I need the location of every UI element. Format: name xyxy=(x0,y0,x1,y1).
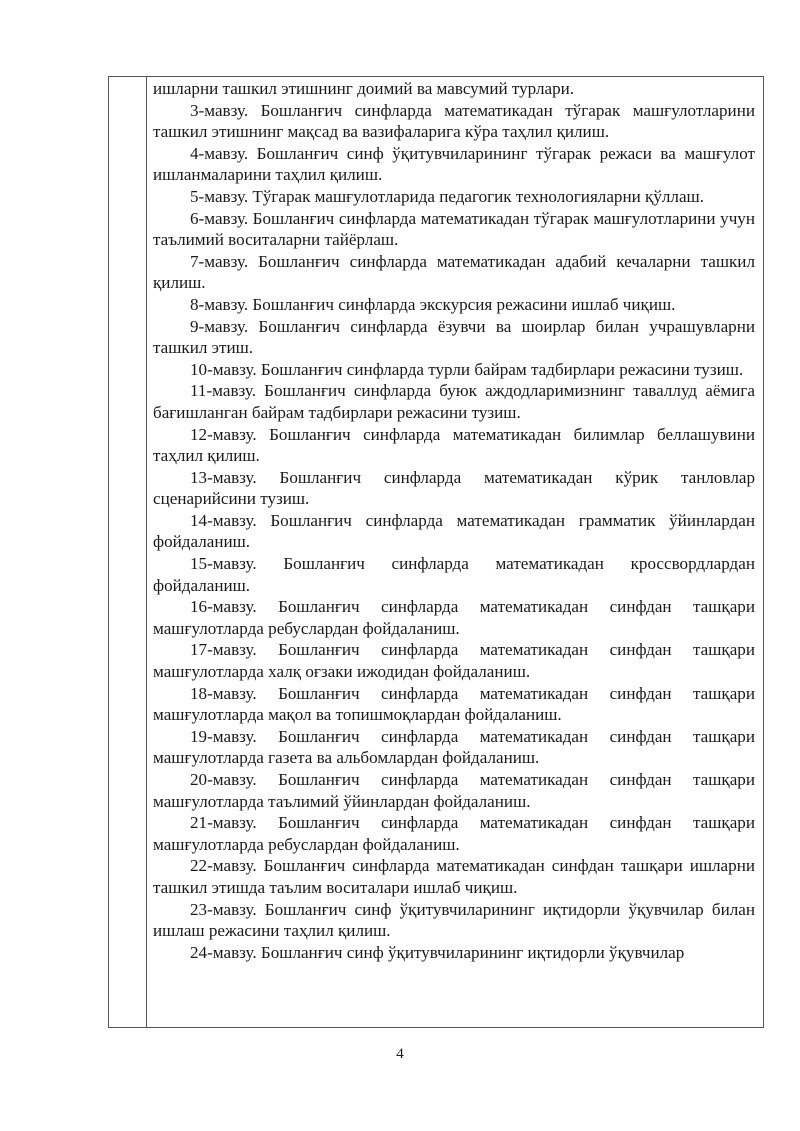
topic-paragraph: 7-мавзу. Бошланғич синфларда математикадан адабий кечаларни ташкил қилиш. xyxy=(153,251,755,293)
topic-paragraph: 20-мавзу. Бошланғич синфларда математикадан синфдан ташқари машғулотларда таълимий ўйинлардан фойдаланиш. xyxy=(153,770,755,811)
topic-paragraph: 9-мавзу. Бошланғич синфларда ёзувчи ва шоирлар билан учрашувларни ташкил этиш. xyxy=(153,316,755,358)
page-number: 4 xyxy=(396,1046,404,1062)
topic-paragraph: 19-мавзу. Бошланғич синфларда математикадан синфдан ташқари машғулотларда газета ва альбомлардан фойдаланиш. xyxy=(153,726,755,768)
topic-paragraph: 11-мавзу. Бошланғич синфларда буюк аждодларимизнинг таваллуд аёмига бағишланган байрам тадбирлари режасини тузиш. xyxy=(153,381,755,422)
topic-paragraph: 16-мавзу. Бошланғич синфларда математикадан синфдан ташқари машғулотларда ребуслардан фойдаланиш. xyxy=(153,597,755,638)
topic-paragraph: 3-мавзу. Бошланғич синфларда математикадан тўгарак машғулотларини ташкил этишнинг мақсад ва вазифаларига кўра таҳлил қилиш. xyxy=(153,100,755,142)
topic-paragraph: 15-мавзу. Бошланғич синфларда математикадан кроссвордлардан фойдаланиш. xyxy=(153,554,755,595)
topic-paragraph: 13-мавзу. Бошланғич синфларда математикадан кўрик танловлар сценарийсини тузиш. xyxy=(153,467,755,509)
topic-paragraph: 10-мавзу. Бошланғич синфларда турли байрам тадбирлари режасини тузиш. xyxy=(190,359,744,379)
topic-paragraph: 24-мавзу. Бошланғич синф ўқитувчиларининг иқтидорли ўқувчилар xyxy=(190,942,685,962)
topics-cell xyxy=(153,78,755,963)
topic-paragraph: 5-мавзу. Тўгарак машғулотларида педагогик технологияларни қўллаш. xyxy=(190,186,704,206)
topic-paragraph: 14-мавзу. Бошланғич синфларда математикадан грамматик ўйинлардан фойдаланиш. xyxy=(153,510,755,552)
topic-paragraph: 18-мавзу. Бошланғич синфларда математикадан синфдан ташқари машғулотларда мақол ва топишмоқлардан фойдаланиш. xyxy=(153,683,755,725)
topic-paragraph: 21-мавзу. Бошланғич синфларда математикадан синфдан ташқари машғулотларда ребуслардан фойдаланиш. xyxy=(153,813,755,854)
topics-table xyxy=(108,76,764,1028)
topic-paragraph: 17-мавзу. Бошланғич синфларда математикадан синфдан ташқари машғулотларда халқ оғзаки ижодидан фойдаланиш. xyxy=(153,640,755,682)
continuation-paragraph: ишларни ташкил этишнинг доимий ва мавсумий турлари. xyxy=(153,79,575,98)
topic-list xyxy=(153,100,755,964)
topic-paragraph: 22-мавзу. Бошланғич синфларда математикадан синфдан ташқари ишларни ташкил этишда таълим воситалари ишлаб чиқиш. xyxy=(153,856,755,897)
topic-paragraph: 6-мавзу. Бошланғич синфларда математикадан тўгарак машғулотларини учун таълимий воситаларни тайёрлаш. xyxy=(153,208,755,250)
topic-paragraph: 4-мавзу. Бошланғич синф ўқитувчиларининг тўгарак режаси ва машғулот ишланмаларини таҳлил қилиш. xyxy=(153,143,755,185)
topic-paragraph: 23-мавзу. Бошланғич синф ўқитувчиларининг иқтидорли ўқувчилар билан ишлаш режасини таҳлил қилиш. xyxy=(153,899,755,941)
topic-paragraph: 8-мавзу. Бошланғич синфларда экскурсия режасини ишлаб чиқиш. xyxy=(190,294,676,314)
table-left-column xyxy=(109,77,147,1027)
topic-paragraph: 12-мавзу. Бошланғич синфларда математикадан билимлар беллашувини таҳлил қилиш. xyxy=(153,424,755,466)
